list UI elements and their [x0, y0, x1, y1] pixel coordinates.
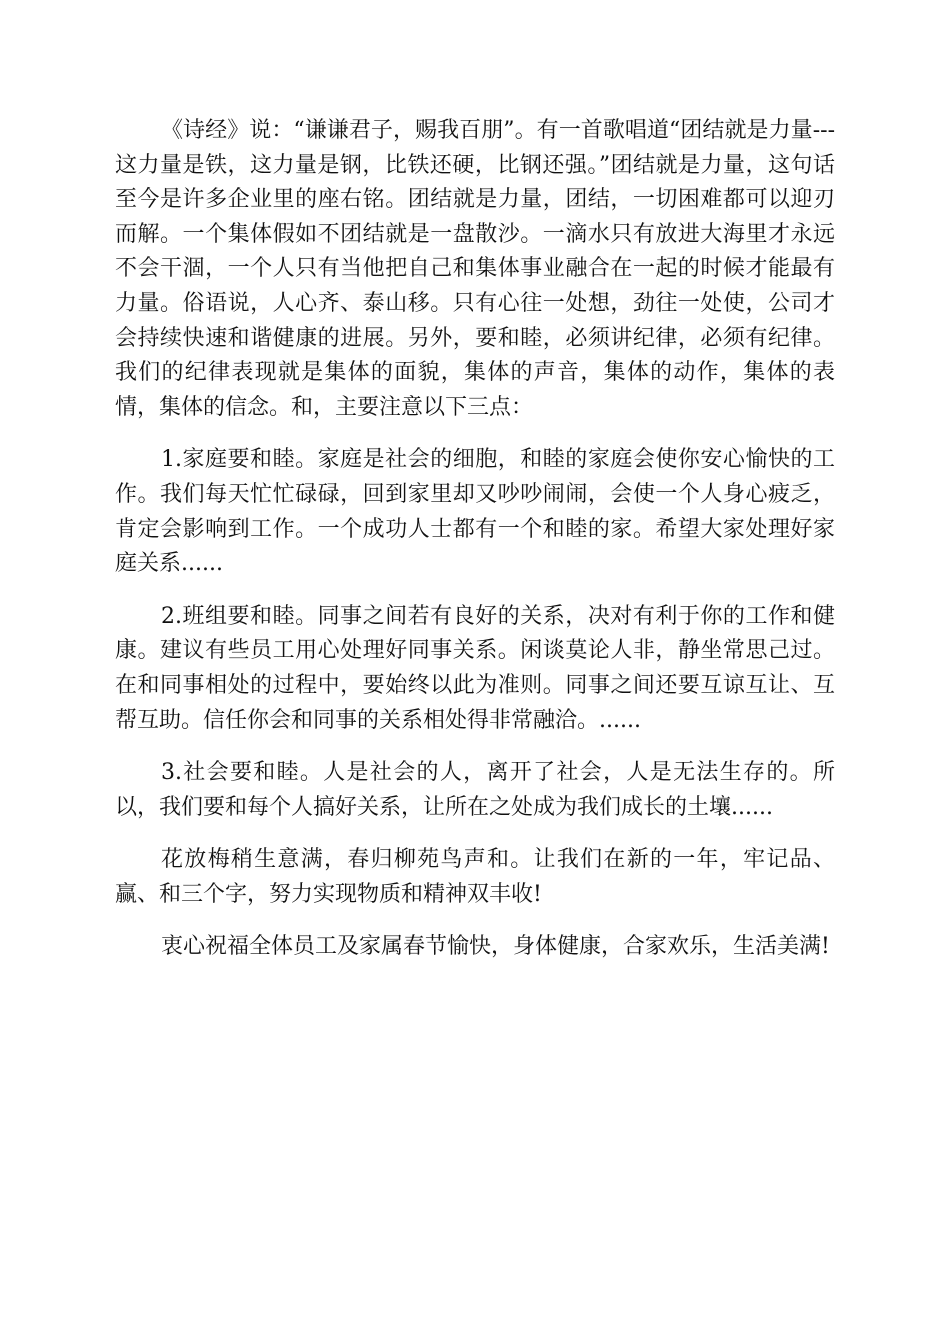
paragraph-new-year: 花放梅稍生意满，春归柳苑鸟声和。让我们在新的一年，牢记品、赢、和三个字，努力实现物质和精神双丰收!: [115, 847, 835, 907]
paragraph-team: 2.班组要和睦。同事之间若有良好的关系，决对有利于你的工作和健康。建议有些员工用心处理好同事关系。闲谈莫论人非，静坐常思己过。在和同事相处的过程中，要始终以此为准则。同事之间还要互谅互让、互帮互助。信任你会和同事的关系相处得非常融洽。......: [115, 603, 835, 733]
document-body: [115, 114, 835, 983]
paragraph-family: 1.家庭要和睦。家庭是社会的细胞，和睦的家庭会使你安心愉快的工作。我们每天忙忙碌碌，回到家里却又吵吵闹闹，会使一个人身心疲乏，肯定会影响到工作。一个成功人士都有一个和睦的家。希望大家处理好家庭关系......: [115, 447, 835, 577]
paragraph-society: 3.社会要和睦。人是社会的人，离开了社会，人是无法生存的。所以，我们要和每个人搞好关系，让所在之处成为我们成长的土壤......: [115, 760, 835, 820]
paragraph-intro: 《诗经》说：“谦谦君子，赐我百朋”。有一首歌唱道“团结就是力量---这力量是铁，这力量是钢，比铁还硬，比钢还强。”团结就是力量，这句话至今是许多企业里的座右铭。团结就是力量，团结，一切困难都可以迎刃而解。一个集体假如不团结就是一盘散沙。一滴水只有放进大海里才永远不会干涸，一个人只有当他把自己和集体事业融合在一起的时候才能最有力量。俗语说，人心齐、泰山移。只有心往一处想，劲往一处使，公司才会持续快速和谐健康的进展。另外，要和睦，必须讲纪律，必须有纪律。我们的纪律表现就是集体的面貌，集体的声音，集体的动作，集体的表情，集体的信念。和，主要注意以下三点：: [115, 118, 835, 420]
paragraph-blessing: 衷心祝福全体员工及家属春节愉快，身体健康，合家欢乐，生活美满!: [161, 934, 830, 960]
